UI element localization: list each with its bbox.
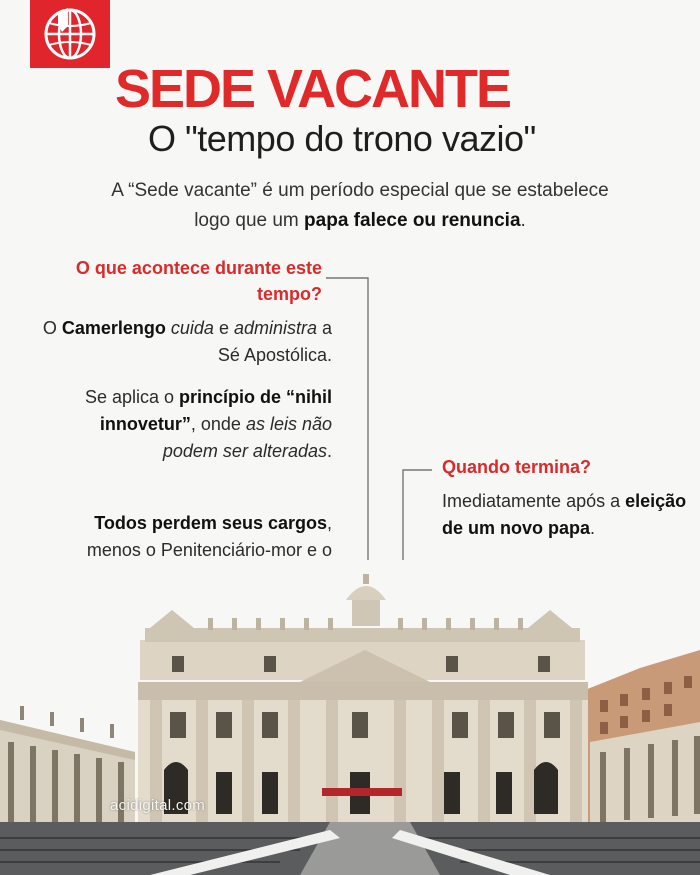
item1-b1: Camerlengo — [61, 318, 166, 338]
item3-t1: , menos o Penitenciário-mor e o — [86, 513, 332, 560]
during-question: O que acontece durante este tempo? — [75, 258, 322, 304]
page-title: SEDE VACANTE — [115, 59, 511, 119]
intro-part2: . — [520, 210, 526, 231]
item1-i1: cuida — [170, 318, 214, 338]
end-b1: eleição de um novo papa — [442, 491, 687, 538]
intro-bold: papa falece ou renuncia — [304, 210, 521, 231]
watermark: acidigital.com — [110, 797, 206, 814]
end-t1: Imediatamente após a — [442, 491, 626, 511]
item2-t3: . — [326, 441, 332, 461]
intro-part1: A “Sede vacante” é um período especial que se estabelece logo que um — [111, 180, 609, 231]
basilica-image — [0, 560, 700, 875]
item2-t2: , onde — [190, 414, 246, 434]
item2-t1: Se aplica o — [84, 387, 179, 407]
item2-b1: princípio de “nihil innovetur” — [99, 387, 332, 434]
item1-t1: O — [42, 318, 62, 338]
page-subtitle: O "tempo do trono vazio" — [148, 118, 536, 159]
item2-i1: as leis não podem ser alteradas — [162, 414, 332, 461]
item1-t4: a Sé Apostólica. — [217, 318, 332, 365]
item3-b1: Todos perdem seus cargos — [94, 513, 327, 533]
end-question: Quando termina? — [442, 457, 592, 477]
item1-t3: e — [213, 318, 234, 338]
item1-i2: administra — [233, 318, 317, 338]
end-t2: . — [590, 518, 596, 538]
